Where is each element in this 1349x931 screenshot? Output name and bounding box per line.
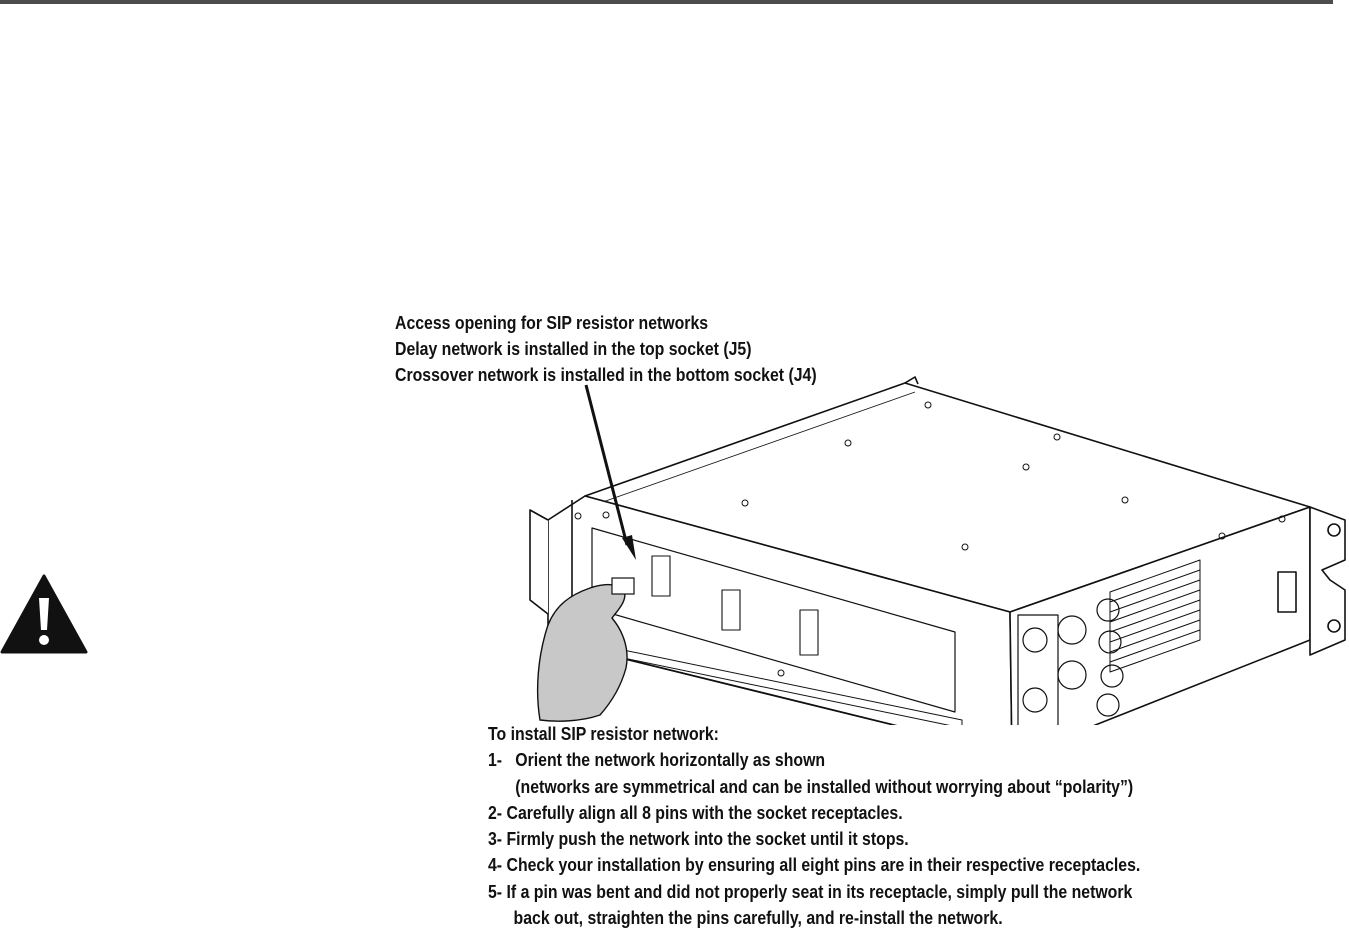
install-instructions bbox=[488, 721, 1140, 931]
step-number: 2- bbox=[488, 802, 503, 823]
instruction-step-note: (networks are symmetrical and can be installed without worrying about “polarity”) bbox=[515, 776, 1134, 797]
instructions-title: To install SIP resistor network: bbox=[488, 724, 719, 744]
instruction-step bbox=[488, 852, 1140, 878]
callout-line-3: Crossover network is installed in the bottom socket (J4) bbox=[395, 365, 817, 385]
step-text: Firmly push the network into the socket until it stops. bbox=[506, 829, 909, 850]
warning-triangle-icon bbox=[0, 574, 88, 654]
step-number: 4- bbox=[488, 855, 503, 876]
instruction-step bbox=[488, 879, 1140, 905]
top-rule bbox=[0, 0, 1333, 4]
callout-line-2: Delay network is installed in the top socket (J5) bbox=[395, 339, 752, 359]
instruction-step bbox=[488, 747, 1140, 773]
step-text: Check your installation by ensuring all eight pins are in their respective receptacles. bbox=[506, 855, 1141, 876]
step-number: 1- bbox=[488, 750, 503, 771]
step-text: If a pin was bent and did not properly seat in its receptacle, simply pull the network bbox=[506, 881, 1133, 902]
instruction-step bbox=[488, 826, 1140, 852]
step-number: 5- bbox=[488, 881, 503, 902]
step-number: 3- bbox=[488, 829, 503, 850]
callout-line-1: Access opening for SIP resistor networks bbox=[395, 313, 709, 333]
step-text: Orient the network horizontally as shown bbox=[515, 750, 826, 771]
instruction-step bbox=[488, 800, 1140, 826]
step-text: Carefully align all 8 pins with the socket receptacles. bbox=[506, 802, 903, 823]
amplifier-diagram bbox=[520, 370, 1349, 725]
instruction-step-continued: back out, straighten the pins carefully, and re-install the network. bbox=[513, 908, 1003, 929]
